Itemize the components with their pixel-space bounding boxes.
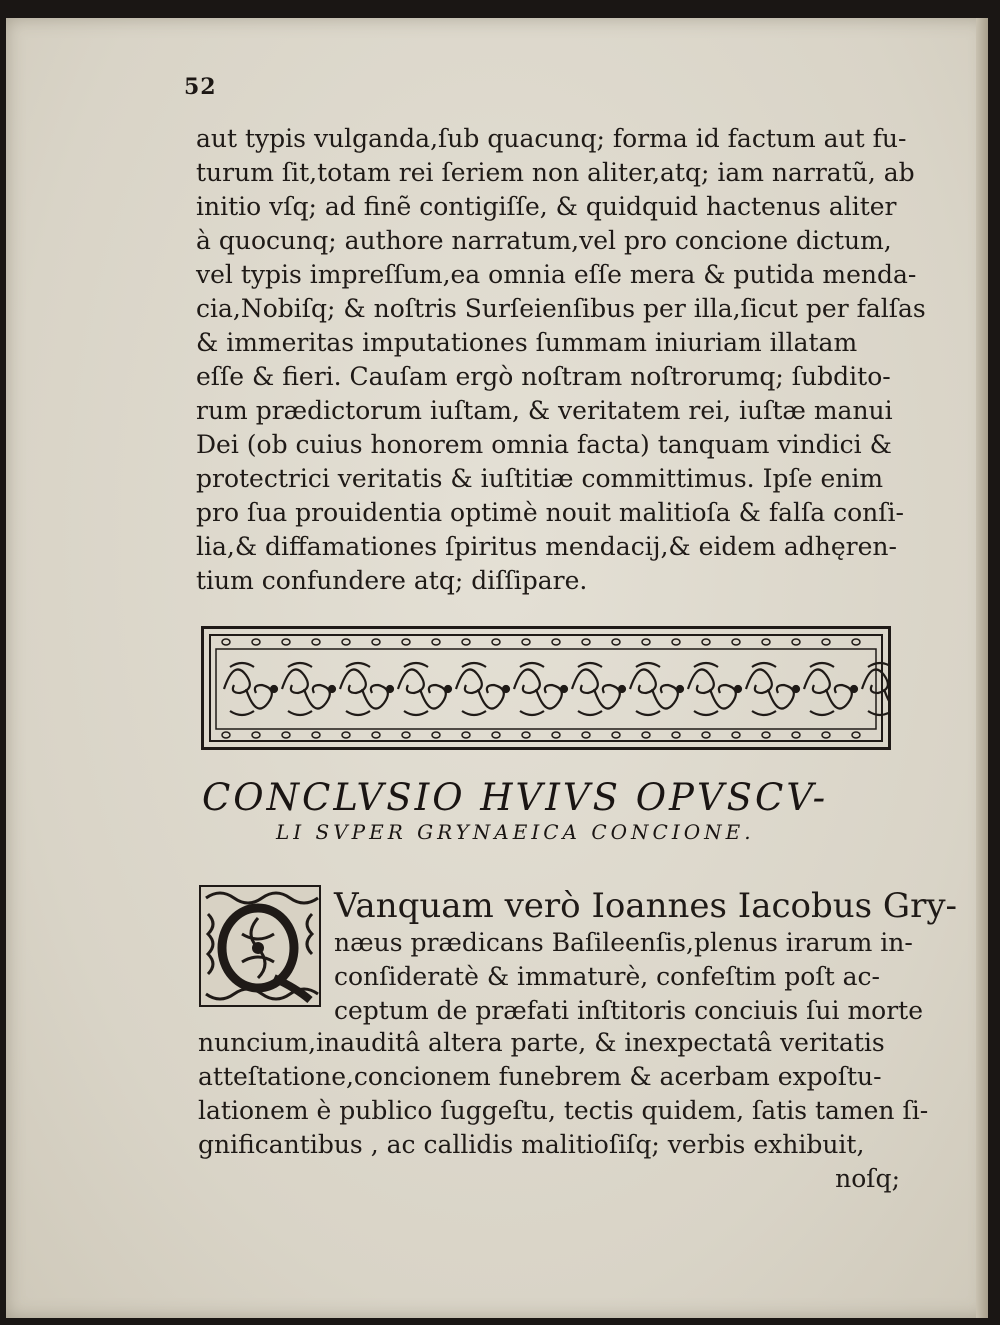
ornamental-headpiece bbox=[201, 626, 891, 750]
headpiece-ornament-icon bbox=[204, 629, 888, 747]
book-page bbox=[6, 18, 988, 1318]
text-line: Vanquam verò Ioannes Iacobus Gry- bbox=[334, 886, 958, 926]
text-line: tium confundere atq; diſſipare. bbox=[196, 566, 588, 595]
text-line: næus prædicans Baſileenſis,plenus irarum in- bbox=[334, 928, 913, 957]
text-line: ceptum de præfati inſtitoris conciuis ſui morte bbox=[334, 996, 924, 1025]
text-line: nuncium,inauditâ altera parte, & inexpectatâ veritatis bbox=[198, 1028, 885, 1057]
text-line: lia,& diffamationes ſpiritus mendacij,& eidem adhęren- bbox=[196, 532, 897, 561]
text-line: gnificantibus , ac callidis malitioſiſq; verbis exhibuit, bbox=[198, 1130, 865, 1159]
text-line: turum ſit,totam rei ſeriem non aliter,atq; iam narratũ, ab bbox=[196, 158, 915, 187]
text-line: atteſtatione,concionem funebrem & acerbam expoſtu- bbox=[198, 1062, 882, 1091]
text-line: rum prædictorum iuſtam, & veritatem rei, iuſtæ manui bbox=[196, 396, 893, 425]
text-line: lationem è publico ſuggeſtu, tectis quidem, ſatis tamen ſi- bbox=[198, 1096, 929, 1125]
text-line: & immeritas imputationes ſummam iniuriam illatam bbox=[196, 328, 858, 357]
text-line: cia,Nobiſq; & noſtris Surſeienſibus per illa,ſicut per falſas bbox=[196, 294, 926, 323]
text-line: eſſe & fieri. Cauſam ergò noſtram noſtrorumq; ſubdito- bbox=[196, 362, 891, 391]
paragraph-continuation bbox=[198, 1026, 929, 1196]
catchword: noſq; bbox=[835, 1164, 900, 1193]
section-heading: CONCLVSIO HVIVS OPVSCV- bbox=[202, 776, 829, 819]
text-line: initio vſq; ad finẽ contigiſſe, & quidquid hactenus aliter bbox=[196, 192, 897, 221]
page-edge bbox=[976, 18, 988, 1318]
section-subheading: LI SVPER GRYNAEICA CONCIONE. bbox=[276, 820, 755, 844]
text-line: pro ſua prouidentia optimè nouit malitioſa & falſa conſi- bbox=[196, 498, 904, 527]
text-line: Dei (ob cuius honorem omnia facta) tanquam vindici & bbox=[196, 430, 892, 459]
text-line: à quocunq; authore narratum,vel pro concione dictum, bbox=[196, 226, 892, 255]
page-number: 52 bbox=[184, 74, 217, 100]
first-paragraph bbox=[334, 886, 957, 1028]
text-line: protectrici veritatis & iuſtitiæ committimus. Ipſe enim bbox=[196, 464, 884, 493]
text-line: conſideratè & immaturè, confeſtim poſt ac- bbox=[334, 962, 880, 991]
body-text bbox=[196, 122, 926, 598]
text-line: vel typis impreſſum,ea omnia eſſe mera & putida menda- bbox=[196, 260, 917, 289]
decorated-initial-q-icon bbox=[198, 884, 322, 1008]
text-line: aut typis vulganda,ſub quacunq; forma id factum aut fu- bbox=[196, 124, 907, 153]
